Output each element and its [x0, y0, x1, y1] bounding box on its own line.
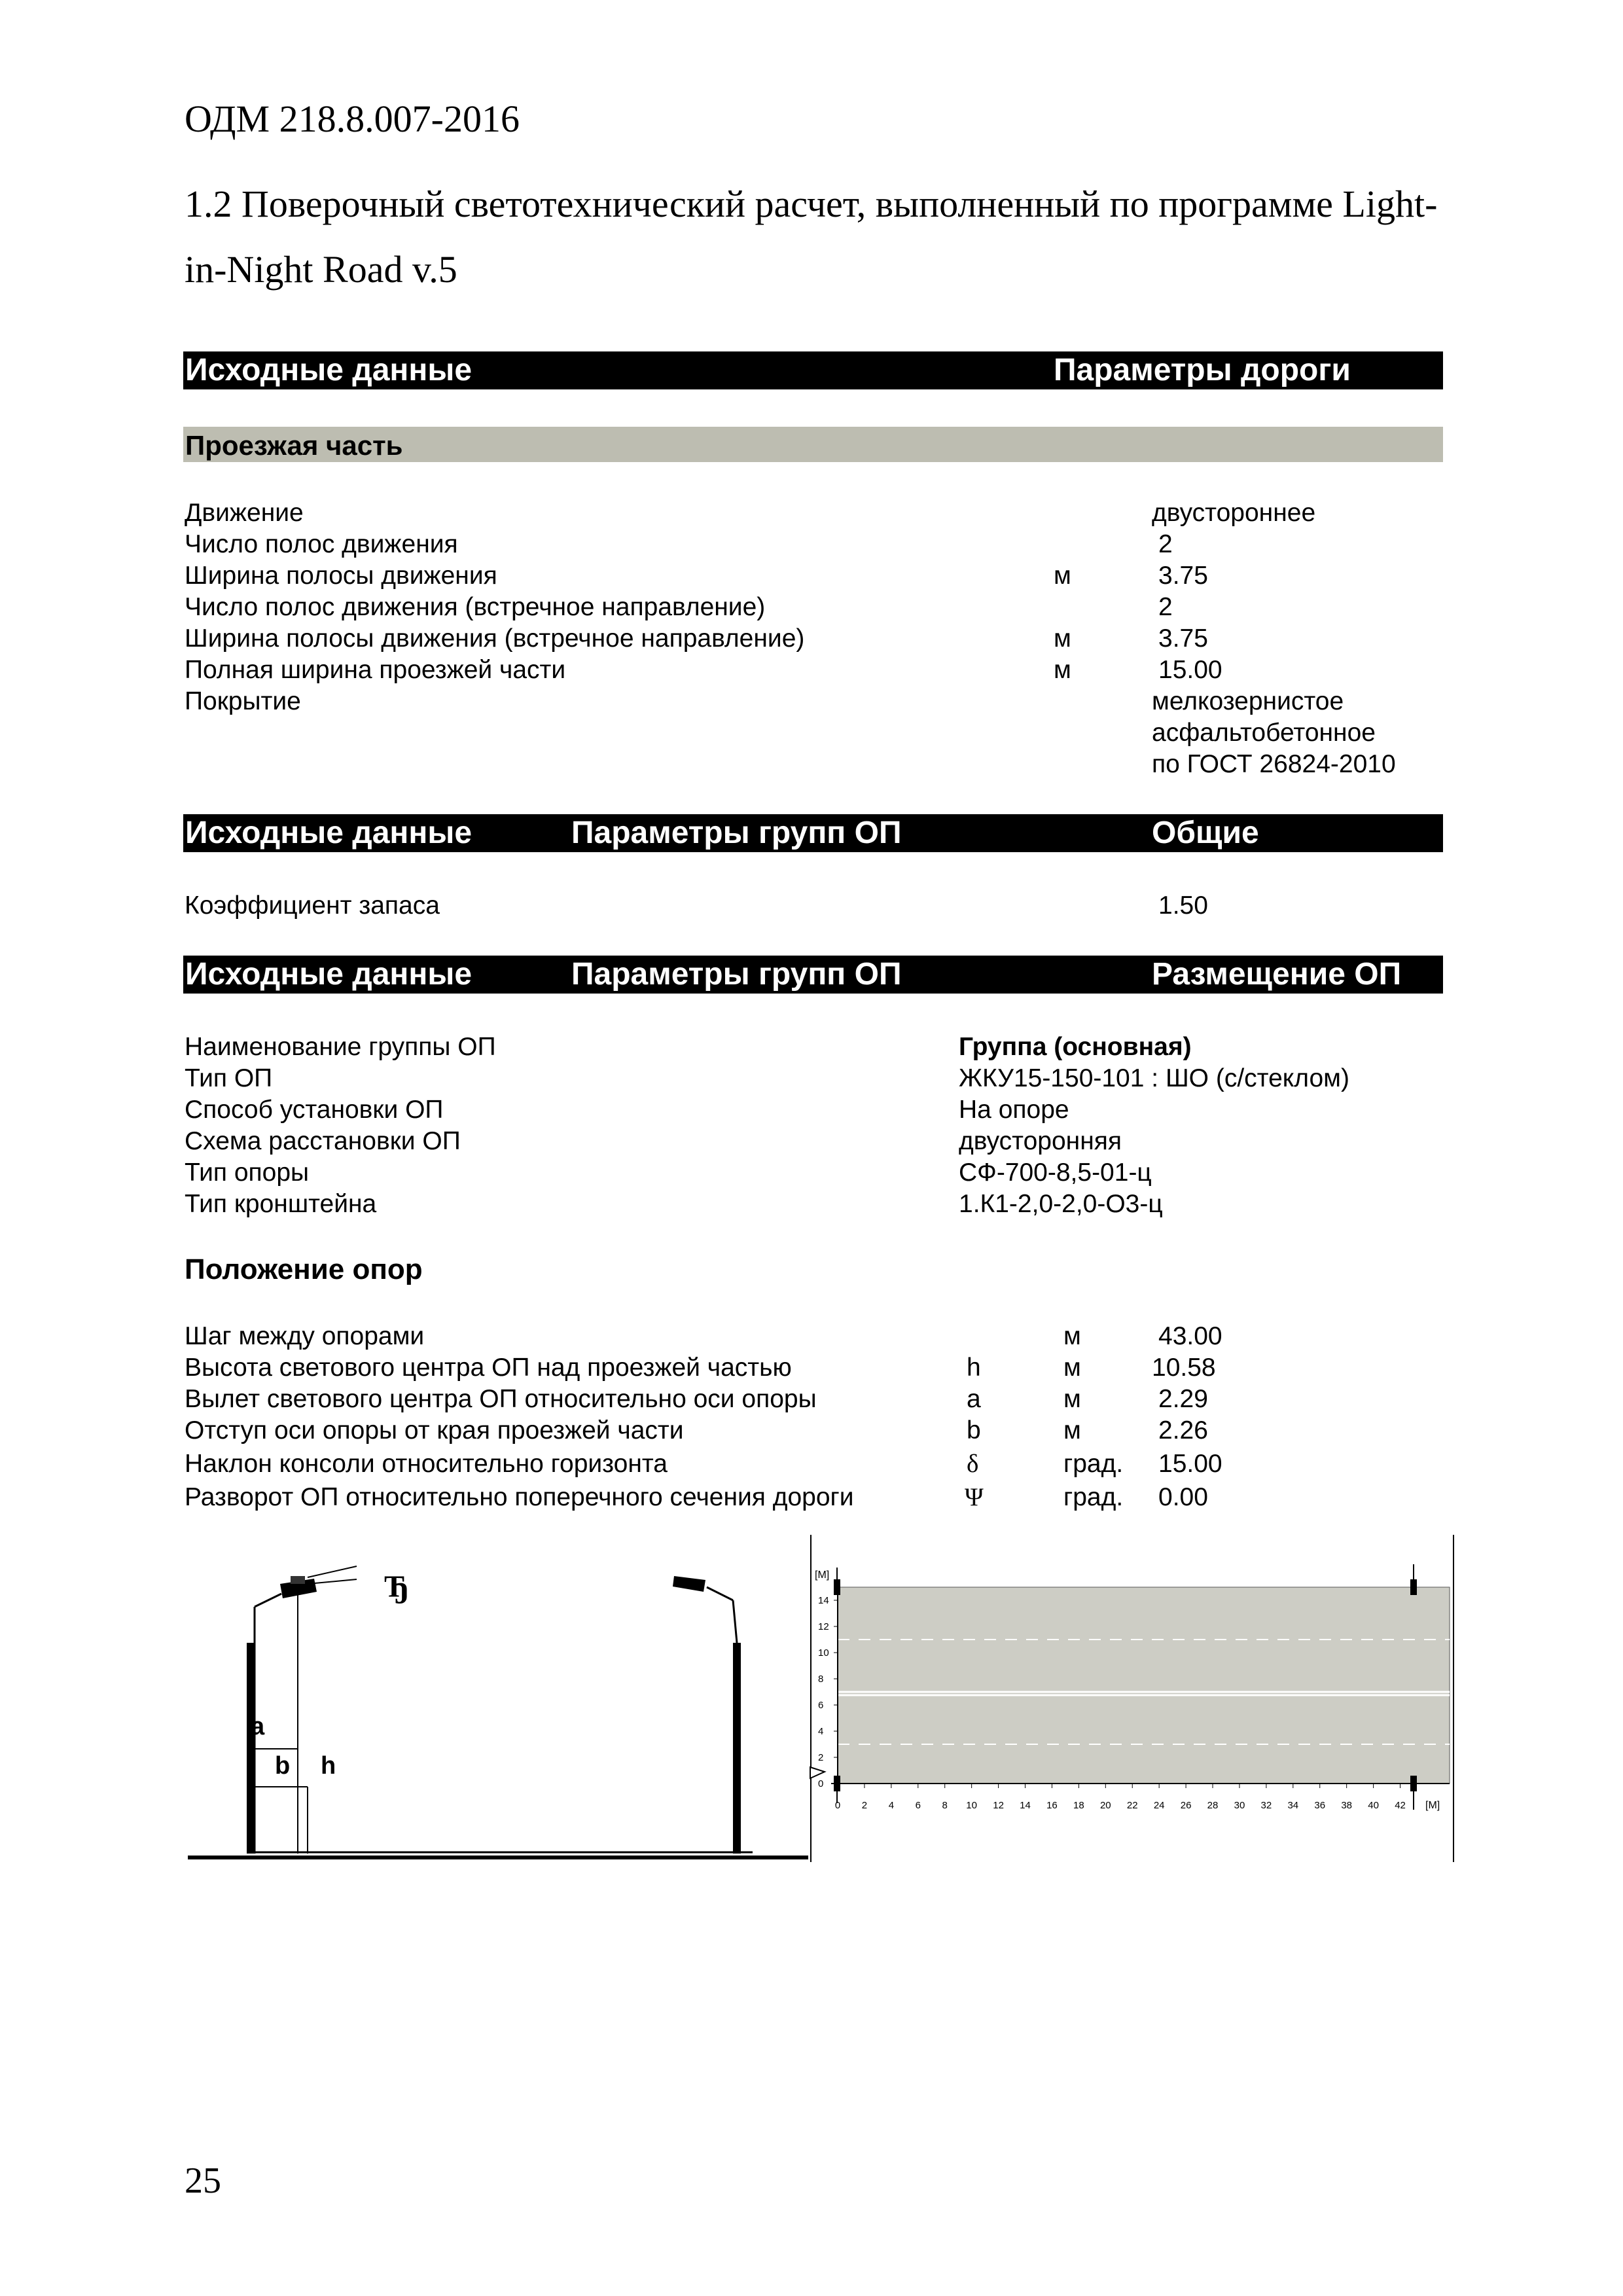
left-pole — [247, 1566, 357, 1854]
row-label: Схема расстановки ОП — [185, 1127, 461, 1155]
x-tick-label: 12 — [993, 1800, 1004, 1811]
row-label: Шаг между опорами — [185, 1322, 425, 1350]
x-tick-labels — [835, 1784, 1406, 1811]
road-plan-view — [805, 1535, 1459, 1862]
pole-marker-bottom-left — [834, 1776, 840, 1803]
right-luminaire-icon — [673, 1576, 705, 1592]
bar-middle-label: Параметры групп ОП — [571, 816, 902, 850]
pole-marker-top-left — [834, 1568, 840, 1595]
y-tick-label: 12 — [818, 1621, 829, 1632]
x-tick-label: 10 — [966, 1800, 977, 1811]
row-symbol: h — [967, 1354, 981, 1382]
row-label: Коэффициент запаса — [185, 891, 440, 920]
pole-position-title: Положение опор — [185, 1253, 423, 1285]
row-symbol: δ — [967, 1450, 979, 1478]
section-title-line2: in-Night Road v.5 — [185, 248, 457, 291]
row-unit: м — [1063, 1322, 1081, 1350]
row-value: 3.75 — [1158, 562, 1208, 590]
pole-marker-bottom-right — [1410, 1776, 1417, 1810]
row-unit: м — [1063, 1416, 1081, 1444]
x-tick-label: 26 — [1180, 1800, 1192, 1811]
row-unit: град. — [1063, 1483, 1124, 1511]
x-tick-label: 16 — [1046, 1800, 1058, 1811]
label-h: h — [321, 1752, 336, 1780]
x-tick-label: 6 — [915, 1800, 921, 1811]
y-tick-label: 10 — [818, 1647, 829, 1659]
row-unit: м — [1063, 1354, 1081, 1382]
x-tick-label: 2 — [861, 1800, 868, 1811]
document-code: ОДМ 218.8.007-2016 — [185, 98, 520, 140]
row-value: На опоре — [959, 1096, 1069, 1124]
row-value: по ГОСТ 26824-2010 — [1152, 750, 1396, 778]
x-tick-label: 32 — [1260, 1800, 1272, 1811]
x-tick-label: 8 — [942, 1800, 948, 1811]
x-tick-label: 40 — [1368, 1800, 1379, 1811]
row-unit: м — [1063, 1385, 1081, 1413]
row-label: Число полос движения (встречное направление) — [185, 593, 766, 621]
right-pole — [707, 1587, 741, 1854]
y-tick-label: 8 — [818, 1674, 824, 1685]
left-luminaire-icon — [280, 1576, 317, 1598]
row-value: асфальтобетонное — [1152, 719, 1376, 747]
row-value: двустороннее — [1152, 499, 1316, 527]
x-tick-label: 20 — [1099, 1800, 1111, 1811]
x-tick-label: 38 — [1341, 1800, 1353, 1811]
y-tick-labels — [818, 1595, 838, 1789]
row-value: 15.00 — [1158, 1450, 1222, 1478]
bar-right-label: Общие — [1152, 816, 1259, 850]
x-tick-label: 22 — [1126, 1800, 1138, 1811]
y-tick-label: 4 — [818, 1726, 824, 1737]
row-unit: м — [1054, 656, 1071, 684]
row-label: Число полос движения — [185, 530, 458, 558]
label-a: a — [251, 1713, 265, 1740]
row-value: 1.50 — [1158, 891, 1208, 920]
row-value: Группа (основная) — [959, 1033, 1192, 1061]
row-value: мелкозернистое — [1152, 687, 1344, 715]
x-tick-label: 24 — [1153, 1800, 1165, 1811]
row-label: Наименование группы ОП — [185, 1033, 496, 1061]
x-tick-label: 0 — [834, 1800, 841, 1811]
x-tick-label: 14 — [1020, 1800, 1031, 1811]
row-value: 2.26 — [1158, 1416, 1208, 1444]
x-tick-label: 36 — [1314, 1800, 1326, 1811]
x-tick-label: 28 — [1207, 1800, 1219, 1811]
carriageway-title: Проезжая часть — [185, 430, 403, 461]
row-value: ЖКУ15-150-101 : ШО (с/стеклом) — [959, 1064, 1349, 1092]
bar-left-label: Исходные данные — [185, 353, 473, 387]
bar-right-label: Параметры дороги — [1054, 353, 1351, 387]
row-label: Покрытие — [185, 687, 301, 715]
row-symbol: b — [967, 1416, 981, 1444]
label-b: b — [275, 1752, 291, 1780]
page-number: 25 — [185, 2161, 221, 2201]
x-tick-label: 34 — [1287, 1800, 1299, 1811]
pole-marker-top-right — [1410, 1564, 1417, 1595]
row-label: Движение — [185, 499, 304, 527]
row-label: Отступ оси опоры от края проезжей части — [185, 1416, 684, 1444]
section-title-line1: 1.2 Поверочный светотехнический расчет, выполненный по программе Light- — [185, 183, 1438, 225]
row-label: Полная ширина проезжей части — [185, 656, 566, 684]
row-unit: м — [1054, 562, 1071, 590]
row-unit: м — [1054, 624, 1071, 653]
y-tick-label: 6 — [818, 1700, 824, 1711]
road-surface — [188, 1852, 808, 1857]
x-tick-label: 4 — [888, 1800, 895, 1811]
row-label: Тип кронштейна — [185, 1190, 377, 1218]
x-unit-label: [М] — [1425, 1800, 1440, 1811]
y-tick-label: 2 — [818, 1752, 824, 1763]
row-value: 43.00 — [1158, 1322, 1222, 1350]
row-value: 0.00 — [1158, 1483, 1208, 1511]
bar-left-label: Исходные данные — [185, 816, 473, 850]
row-value: 2 — [1158, 593, 1173, 621]
row-label: Разворот ОП относительно поперечного сечения дороги — [185, 1483, 854, 1511]
label-delta: Ђ — [384, 1570, 410, 1604]
row-label: Тип ОП — [185, 1064, 273, 1092]
y-tick-label: 0 — [818, 1778, 824, 1789]
row-label: Ширина полосы движения — [185, 562, 497, 590]
row-value: двусторонняя — [959, 1127, 1122, 1155]
road-area — [838, 1587, 1450, 1784]
row-label: Наклон консоли относительно горизонта — [185, 1450, 668, 1478]
row-symbol: a — [967, 1385, 981, 1413]
row-value: 2 — [1158, 530, 1173, 558]
row-label: Способ установки ОП — [185, 1096, 444, 1124]
y-unit-label: [М] — [815, 1570, 830, 1581]
row-label: Тип опоры — [185, 1158, 310, 1187]
x-tick-label: 18 — [1073, 1800, 1084, 1811]
x-tick-label: 30 — [1234, 1800, 1245, 1811]
row-label: Вылет светового центра ОП относительно оси опоры — [185, 1385, 817, 1413]
row-value: СФ-700-8,5-01-ц — [959, 1158, 1152, 1187]
bar-right-label: Размещение ОП — [1152, 957, 1402, 992]
row-value: 10.58 — [1152, 1354, 1216, 1382]
row-value: 3.75 — [1158, 624, 1208, 653]
row-value: 15.00 — [1158, 656, 1222, 684]
y-tick-label: 14 — [818, 1595, 829, 1606]
bar-middle-label: Параметры групп ОП — [571, 957, 902, 992]
row-value: 2.29 — [1158, 1385, 1208, 1413]
observer-arrow-icon — [810, 1767, 825, 1778]
row-unit: град. — [1063, 1450, 1124, 1478]
row-label: Высота светового центра ОП над проезжей частью — [185, 1354, 792, 1382]
bar-left-label: Исходные данные — [185, 957, 473, 992]
row-label: Ширина полосы движения (встречное направление) — [185, 624, 805, 653]
row-value: 1.К1-2,0-2,0-О3-ц — [959, 1190, 1163, 1218]
row-symbol: Ψ — [965, 1483, 984, 1511]
x-tick-label: 42 — [1395, 1800, 1406, 1811]
